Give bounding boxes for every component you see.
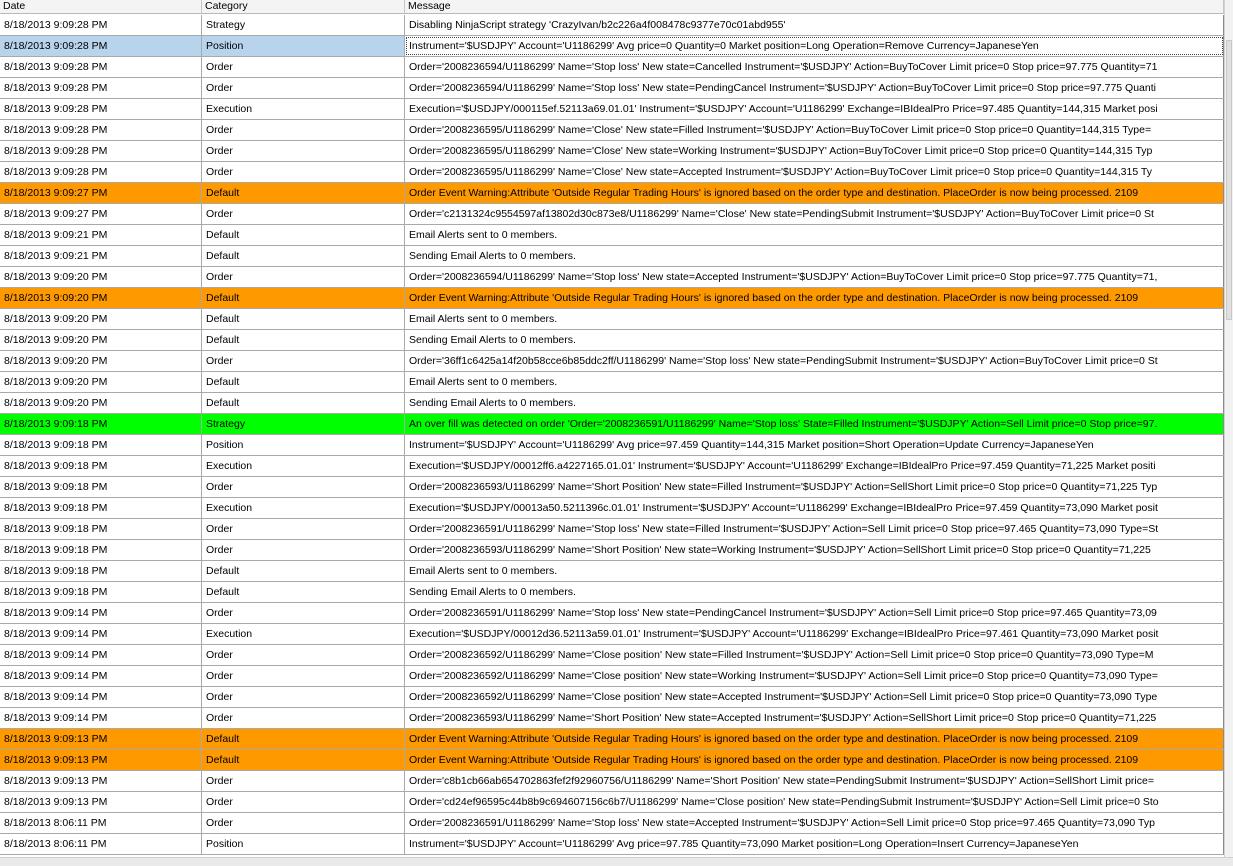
category-cell: Strategy (202, 15, 405, 35)
message-cell: Sending Email Alerts to 0 members. (405, 330, 1224, 350)
category-cell: Order (202, 603, 405, 623)
date-cell: 8/18/2013 9:09:20 PM (0, 330, 202, 350)
message-cell: Order='2008236592/U1186299' Name='Close position' New state=Accepted Instrument='$USDJPY' Action=Sell Limit price=0 Stop price=0 Quantity=73,090 Type (405, 687, 1224, 707)
table-row[interactable] (0, 834, 1224, 855)
table-row[interactable] (0, 351, 1224, 372)
message-cell: Execution='$USDJPY/00012ff6.a4227165.01.01' Instrument='$USDJPY' Account='U1186299' Exchange=IBIdealPro Price=97.459 Quantity=71,225 Market positi (405, 456, 1224, 476)
category-cell: Order (202, 813, 405, 833)
date-cell: 8/18/2013 9:09:27 PM (0, 183, 202, 203)
date-cell: 8/18/2013 9:09:13 PM (0, 771, 202, 791)
date-cell: 8/18/2013 9:09:14 PM (0, 645, 202, 665)
message-cell: Order='2008236595/U1186299' Name='Close' New state=Working Instrument='$USDJPY' Action=BuyToCover Limit price=0 Stop price=0 Quantity=144,315 Typ (405, 141, 1224, 161)
category-cell: Default (202, 288, 405, 308)
date-cell: 8/18/2013 9:09:28 PM (0, 57, 202, 77)
category-cell: Position (202, 435, 405, 455)
category-cell: Position (202, 834, 405, 854)
category-cell: Default (202, 372, 405, 392)
message-cell: Email Alerts sent to 0 members. (405, 561, 1224, 581)
table-row[interactable] (0, 36, 1224, 57)
message-cell: Order='36ff1c6425a14f20b58cce6b85ddc2ff/U1186299' Name='Stop loss' New state=PendingSubmit Instrument='$USDJPY' Action=BuyToCover Limit price=0 St (405, 351, 1224, 371)
table-row[interactable] (0, 267, 1224, 288)
table-row[interactable] (0, 393, 1224, 414)
date-cell: 8/18/2013 9:09:27 PM (0, 204, 202, 224)
date-cell: 8/18/2013 9:09:20 PM (0, 351, 202, 371)
grid-header (0, 0, 1224, 14)
table-row[interactable] (0, 15, 1224, 36)
message-cell: Order Event Warning:Attribute 'Outside Regular Trading Hours' is ignored based on the order type and destination. PlaceOrder is now being processed. 2109 (405, 750, 1224, 770)
category-cell: Strategy (202, 414, 405, 434)
table-row[interactable] (0, 687, 1224, 708)
message-cell: Instrument='$USDJPY' Account='U1186299' Avg price=0 Quantity=0 Market position=Long Operation=Remove Currency=JapaneseYen (405, 36, 1224, 56)
category-cell: Order (202, 78, 405, 98)
message-cell: Disabling NinjaScript strategy 'CrazyIvan/b2c226a4f008478c9377e70c01abd955' (405, 15, 1224, 35)
category-cell: Order (202, 687, 405, 707)
category-cell: Order (202, 141, 405, 161)
message-cell: Instrument='$USDJPY' Account='U1186299' Avg price=97.459 Quantity=144,315 Market position=Short Operation=Update Currency=JapaneseYen (405, 435, 1224, 455)
table-row[interactable] (0, 78, 1224, 99)
message-cell: Sending Email Alerts to 0 members. (405, 582, 1224, 602)
column-header-date[interactable]: Date (0, 0, 202, 13)
table-row[interactable] (0, 372, 1224, 393)
date-cell: 8/18/2013 9:09:21 PM (0, 225, 202, 245)
table-row[interactable] (0, 561, 1224, 582)
date-cell: 8/18/2013 9:09:18 PM (0, 414, 202, 434)
message-cell: Order='2008236595/U1186299' Name='Close' New state=Accepted Instrument='$USDJPY' Action=BuyToCover Limit price=0 Stop price=0 Quantity=144,315 Ty (405, 162, 1224, 182)
message-cell: Sending Email Alerts to 0 members. (405, 393, 1224, 413)
table-row[interactable] (0, 57, 1224, 78)
date-cell: 8/18/2013 9:09:28 PM (0, 99, 202, 119)
message-cell: Execution='$USDJPY/000115ef.52113a69.01.01' Instrument='$USDJPY' Account='U1186299' Exchange=IBIdealPro Price=97.485 Quantity=144,315 Market posi (405, 99, 1224, 119)
date-cell: 8/18/2013 9:09:28 PM (0, 162, 202, 182)
category-cell: Order (202, 666, 405, 686)
message-cell: Order='2008236593/U1186299' Name='Short Position' New state=Filled Instrument='$USDJPY' Action=SellShort Limit price=0 Stop price=0 Quantity=71,225 Typ (405, 477, 1224, 497)
message-cell: Order Event Warning:Attribute 'Outside Regular Trading Hours' is ignored based on the order type and destination. PlaceOrder is now being processed. 2109 (405, 288, 1224, 308)
message-cell: Execution='$USDJPY/00013a50.5211396c.01.01' Instrument='$USDJPY' Account='U1186299' Exchange=IBIdealPro Price=97.459 Quantity=73,090 Market posit (405, 498, 1224, 518)
category-cell: Order (202, 351, 405, 371)
category-cell: Order (202, 645, 405, 665)
message-cell: Order='2008236595/U1186299' Name='Close' New state=Filled Instrument='$USDJPY' Action=BuyToCover Limit price=0 Stop price=0 Quantity=144,315 Type= (405, 120, 1224, 140)
message-cell: Email Alerts sent to 0 members. (405, 225, 1224, 245)
table-row[interactable] (0, 141, 1224, 162)
date-cell: 8/18/2013 9:09:18 PM (0, 561, 202, 581)
message-cell: Order='c2131324c9554597af13802d30c873e8/U1186299' Name='Close' New state=PendingSubmit Instrument='$USDJPY' Action=BuyToCover Limit price=0 St (405, 204, 1224, 224)
date-cell: 8/18/2013 9:09:14 PM (0, 666, 202, 686)
column-header-category[interactable]: Category (202, 0, 405, 13)
table-row[interactable] (0, 603, 1224, 624)
category-cell: Order (202, 267, 405, 287)
message-cell: Sending Email Alerts to 0 members. (405, 246, 1224, 266)
horizontal-scrollbar[interactable] (0, 857, 1233, 866)
category-cell: Order (202, 162, 405, 182)
category-cell: Default (202, 582, 405, 602)
message-cell: Order Event Warning:Attribute 'Outside Regular Trading Hours' is ignored based on the order type and destination. PlaceOrder is now being processed. 2109 (405, 729, 1224, 749)
table-row[interactable] (0, 666, 1224, 687)
category-cell: Default (202, 225, 405, 245)
date-cell: 8/18/2013 9:09:18 PM (0, 498, 202, 518)
date-cell: 8/18/2013 9:09:18 PM (0, 456, 202, 476)
date-cell: 8/18/2013 9:09:13 PM (0, 750, 202, 770)
message-cell: Order='2008236591/U1186299' Name='Stop loss' New state=Accepted Instrument='$USDJPY' Action=Sell Limit price=0 Stop price=97.465 Quantity=73,090 Typ (405, 813, 1224, 833)
date-cell: 8/18/2013 9:09:14 PM (0, 624, 202, 644)
message-cell: Order='2008236593/U1186299' Name='Short Position' New state=Accepted Instrument='$USDJPY' Action=SellShort Limit price=0 Stop price=0 Quantity=71,225 (405, 708, 1224, 728)
category-cell: Order (202, 540, 405, 560)
category-cell: Order (202, 57, 405, 77)
message-cell: Order='cd24ef96595c44b8b9c694607156c6b7/U1186299' Name='Close position' New state=PendingSubmit Instrument='$USDJPY' Action=Sell Limit price=0 Sto (405, 792, 1224, 812)
date-cell: 8/18/2013 9:09:13 PM (0, 729, 202, 749)
message-cell: An over fill was detected on order 'Order='2008236591/U1186299' Name='Stop loss' State=Filled Instrument='$USDJPY' Action=Sell Limit price=0 Stop price=97. (405, 414, 1224, 434)
category-cell: Default (202, 393, 405, 413)
table-row[interactable] (0, 99, 1224, 120)
category-cell: Default (202, 309, 405, 329)
table-row[interactable] (0, 414, 1224, 435)
date-cell: 8/18/2013 9:09:14 PM (0, 603, 202, 623)
table-row[interactable] (0, 288, 1224, 309)
column-header-message[interactable]: Message (405, 0, 1224, 13)
table-row[interactable] (0, 708, 1224, 729)
date-cell: 8/18/2013 9:09:28 PM (0, 36, 202, 56)
table-row[interactable] (0, 204, 1224, 225)
date-cell: 8/18/2013 9:09:18 PM (0, 540, 202, 560)
date-cell: 8/18/2013 9:09:20 PM (0, 393, 202, 413)
date-cell: 8/18/2013 9:09:28 PM (0, 141, 202, 161)
date-cell: 8/18/2013 9:09:14 PM (0, 708, 202, 728)
message-cell: Order='2008236591/U1186299' Name='Stop loss' New state=Filled Instrument='$USDJPY' Action=Sell Limit price=0 Stop price=97.465 Quantity=73,090 Type=St (405, 519, 1224, 539)
category-cell: Default (202, 330, 405, 350)
date-cell: 8/18/2013 9:09:21 PM (0, 246, 202, 266)
category-cell: Order (202, 708, 405, 728)
date-cell: 8/18/2013 9:09:18 PM (0, 477, 202, 497)
table-row[interactable] (0, 225, 1224, 246)
table-row[interactable] (0, 477, 1224, 498)
date-cell: 8/18/2013 9:09:28 PM (0, 120, 202, 140)
date-cell: 8/18/2013 9:09:28 PM (0, 78, 202, 98)
date-cell: 8/18/2013 9:09:20 PM (0, 267, 202, 287)
scrollbar-thumb[interactable] (1226, 40, 1232, 320)
category-cell: Order (202, 771, 405, 791)
vertical-scrollbar[interactable] (1224, 0, 1233, 866)
table-row[interactable] (0, 645, 1224, 666)
table-row[interactable] (0, 519, 1224, 540)
table-row[interactable] (0, 792, 1224, 813)
message-cell: Order='2008236591/U1186299' Name='Stop loss' New state=PendingCancel Instrument='$USDJPY' Action=Sell Limit price=0 Stop price=97.465 Quantity=73,09 (405, 603, 1224, 623)
message-cell: Order='2008236593/U1186299' Name='Short Position' New state=Working Instrument='$USDJPY' Action=SellShort Limit price=0 Stop price=0 Quantity=71,225 (405, 540, 1224, 560)
category-cell: Order (202, 477, 405, 497)
table-row[interactable] (0, 456, 1224, 477)
category-cell: Order (202, 792, 405, 812)
category-cell: Order (202, 519, 405, 539)
log-rows (0, 15, 1224, 855)
category-cell: Default (202, 750, 405, 770)
date-cell: 8/18/2013 9:09:28 PM (0, 15, 202, 35)
category-cell: Execution (202, 456, 405, 476)
date-cell: 8/18/2013 9:09:18 PM (0, 435, 202, 455)
category-cell: Order (202, 120, 405, 140)
message-cell: Order Event Warning:Attribute 'Outside Regular Trading Hours' is ignored based on the order type and destination. PlaceOrder is now being processed. 2109 (405, 183, 1224, 203)
table-row[interactable] (0, 330, 1224, 351)
table-row[interactable] (0, 813, 1224, 834)
message-cell: Email Alerts sent to 0 members. (405, 372, 1224, 392)
message-cell: Execution='$USDJPY/00012d36.52113a59.01.01' Instrument='$USDJPY' Account='U1186299' Exchange=IBIdealPro Price=97.461 Quantity=73,090 Market posit (405, 624, 1224, 644)
table-row[interactable] (0, 582, 1224, 603)
category-cell: Default (202, 561, 405, 581)
table-row[interactable] (0, 750, 1224, 771)
table-row[interactable] (0, 771, 1224, 792)
date-cell: 8/18/2013 9:09:20 PM (0, 309, 202, 329)
table-row[interactable] (0, 162, 1224, 183)
date-cell: 8/18/2013 8:06:11 PM (0, 813, 202, 833)
category-cell: Execution (202, 624, 405, 644)
date-cell: 8/18/2013 8:06:11 PM (0, 834, 202, 854)
category-cell: Default (202, 183, 405, 203)
table-row[interactable] (0, 540, 1224, 561)
table-row[interactable] (0, 309, 1224, 330)
message-cell: Order='2008236594/U1186299' Name='Stop loss' New state=Cancelled Instrument='$USDJPY' Action=BuyToCover Limit price=0 Stop price=97.775 Quantity=71 (405, 57, 1224, 77)
table-row[interactable] (0, 183, 1224, 204)
table-row[interactable] (0, 435, 1224, 456)
table-row[interactable] (0, 246, 1224, 267)
category-cell: Execution (202, 498, 405, 518)
category-cell: Default (202, 729, 405, 749)
date-cell: 8/18/2013 9:09:14 PM (0, 687, 202, 707)
date-cell: 8/18/2013 9:09:20 PM (0, 372, 202, 392)
date-cell: 8/18/2013 9:09:18 PM (0, 582, 202, 602)
message-cell: Instrument='$USDJPY' Account='U1186299' Avg price=97.785 Quantity=73,090 Market position=Long Operation=Insert Currency=JapaneseYen (405, 834, 1224, 854)
category-cell: Order (202, 204, 405, 224)
category-cell: Execution (202, 99, 405, 119)
table-row[interactable] (0, 729, 1224, 750)
date-cell: 8/18/2013 9:09:18 PM (0, 519, 202, 539)
message-cell: Order='c8b1cb66ab654702863fef2f92960756/U1186299' Name='Short Position' New state=PendingSubmit Instrument='$USDJPY' Action=SellShort Limit price= (405, 771, 1224, 791)
table-row[interactable] (0, 498, 1224, 519)
message-cell: Order='2008236592/U1186299' Name='Close position' New state=Working Instrument='$USDJPY' Action=Sell Limit price=0 Stop price=0 Quantity=73,090 Type= (405, 666, 1224, 686)
message-cell: Order='2008236592/U1186299' Name='Close position' New state=Filled Instrument='$USDJPY' Action=Sell Limit price=0 Stop price=0 Quantity=73,090 Type=M (405, 645, 1224, 665)
category-cell: Position (202, 36, 405, 56)
message-cell: Order='2008236594/U1186299' Name='Stop loss' New state=PendingCancel Instrument='$USDJPY' Action=BuyToCover Limit price=0 Stop price=97.775 Quanti (405, 78, 1224, 98)
message-cell: Email Alerts sent to 0 members. (405, 309, 1224, 329)
date-cell: 8/18/2013 9:09:20 PM (0, 288, 202, 308)
message-cell: Order='2008236594/U1186299' Name='Stop loss' New state=Accepted Instrument='$USDJPY' Action=BuyToCover Limit price=0 Stop price=97.775 Quantity=71, (405, 267, 1224, 287)
date-cell: 8/18/2013 9:09:13 PM (0, 792, 202, 812)
table-row[interactable] (0, 120, 1224, 141)
table-row[interactable] (0, 624, 1224, 645)
category-cell: Default (202, 246, 405, 266)
